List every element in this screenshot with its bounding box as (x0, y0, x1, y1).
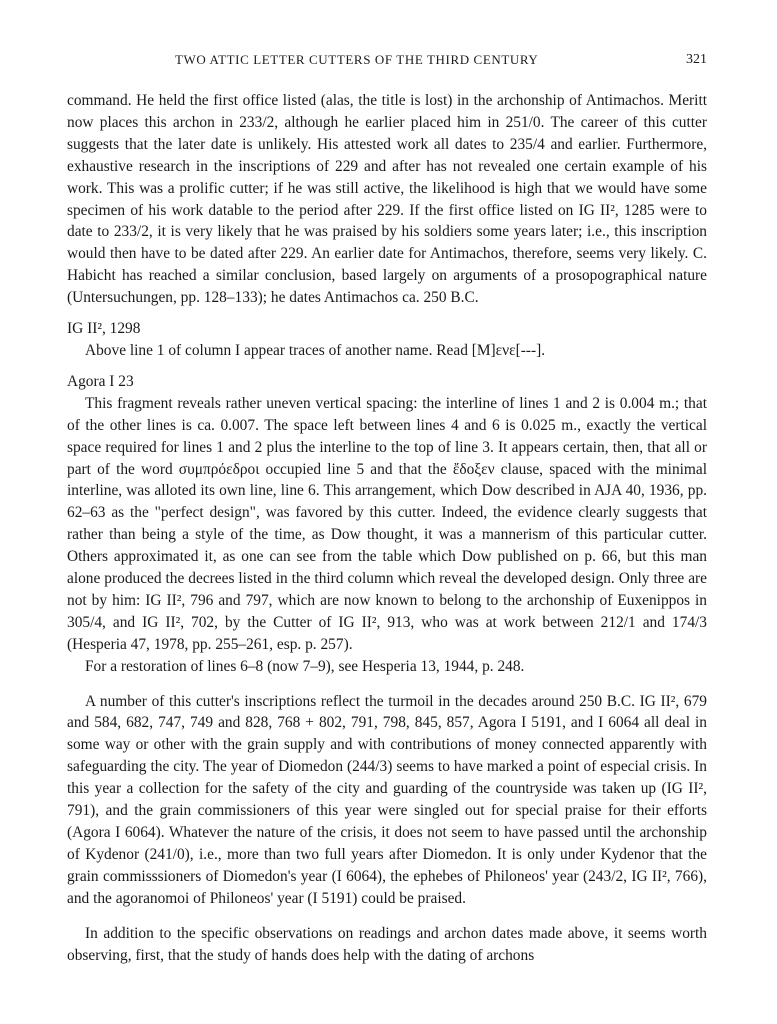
article-body (67, 90, 707, 966)
running-title: TWO ATTIC LETTER CUTTERS OF THE THIRD CENTURY (175, 52, 539, 67)
paragraph-ig-1298: Above line 1 of column I appear traces of another name. Read [M]ενε[---]. (85, 341, 546, 359)
paragraph-agora-i-23: This fragment reveals rather uneven vertical spacing: the interline of lines 1 and 2 is 0.004 m.; that of the other lines is ca. 0.007. The space left between lines 4 and 6 is 0.025 m., exactly the vertical space required for lines 1 and 2 plus the interline to the top of line 3. It appears certain, then, that all or part of the word συμπρόεδροι occupied line 5 and that the ἔδοξεν clause, spaced with the minimal interline, was alloted its own line, line 6. This arrangement, which Dow described in AJA 40, 1936, pp. 62–63 as the "perfect design", was favored by this cutter. Indeed, the evidence clearly suggests that rather than being a style of the time, as Dow thought, it was a mannerism of this particular cutter. Others approximated it, as one can see from the table which Dow published on p. 66, but this man alone produced the decrees listed in the third column which reveal the developed design. Only three are not by him: IG II², 796 and 797, which are now known to belong to the archonship of Euxenippos in 305/4, and IG II², 702, by the Cutter of IG II², 913, who was at work between 212/1 and 174/3 (Hesperia 47, 1978, pp. 255–261, esp. p. 257). (67, 394, 707, 653)
paragraph-restoration: For a restoration of lines 6–8 (now 7–9), see Hesperia 13, 1944, p. 248. (85, 657, 525, 675)
section-heading-ig-1298: IG II², 1298 (67, 320, 141, 338)
page (67, 52, 707, 966)
paragraph-antimachos: command. He held the first office listed (alas, the title is lost) in the archonship of Antimachos. Meritt now places this archon in 233/2, although he earlier placed him in 251/0. The career of this cutter suggests that the later date is unlikely. His attested work all dates to 235/4 and earlier. Furthermore, exhaustive research in the inscriptions of 229 and after has not revealed one certain example of his work. This was a prolific cutter; if he was still active, the likelihood is high that we would have some specimen of his work datable to the period after 229. If the first office listed on IG II², 1285 were to date to 233/2, it is very likely that he was praised by his soldiers some years later; i.e., this inscription would then have to be dated after 229. An earlier date for Antimachos, therefore, seems very likely. C. Habicht has reached a similar conclusion, based largely on arguments of a prosopographical nature (Untersuchungen, pp. 128–133); he dates Antimachos ca. 250 B.C. (67, 92, 707, 307)
section-heading-agora-i-23: Agora I 23 (67, 372, 134, 390)
page-number: 321 (686, 52, 707, 67)
paragraph-turmoil: A number of this cutter's inscriptions reflect the turmoil in the decades around 250 B.C. IG II², 679 and 584, 682, 747, 749 and 828, 768 + 802, 791, 798, 845, 857, Agora I 5191, and I 6064 all deal in some way or other with the grain supply and with contributions of money connected apparently with safeguarding the city. The year of Diomedon (244/3) seems to have marked a point of especial crisis. In this year a collection for the safety of the city and guarding of the countryside was taken up (IG II², 791), and the grain commissioners of this year were singled out for special praise for their efforts (Agora I 6064). Whatever the nature of the crisis, it does not seem to have passed until the archonship of Kydenor (241/0), i.e., more than two full years after Diomedon. It is only under Kydenor that the grain commisssioners of Diomedon's year (I 6064), the ephebes of Philoneos' year (243/2, IG II², 766), and the agoranomoi of Philoneos' year (I 5191) could be praised. (67, 692, 707, 907)
running-head (67, 52, 707, 74)
paragraph-observations: In addition to the specific observations on readings and archon dates made above, it seems worth observing, first, that the study of hands does help with the dating of archons (67, 924, 707, 964)
